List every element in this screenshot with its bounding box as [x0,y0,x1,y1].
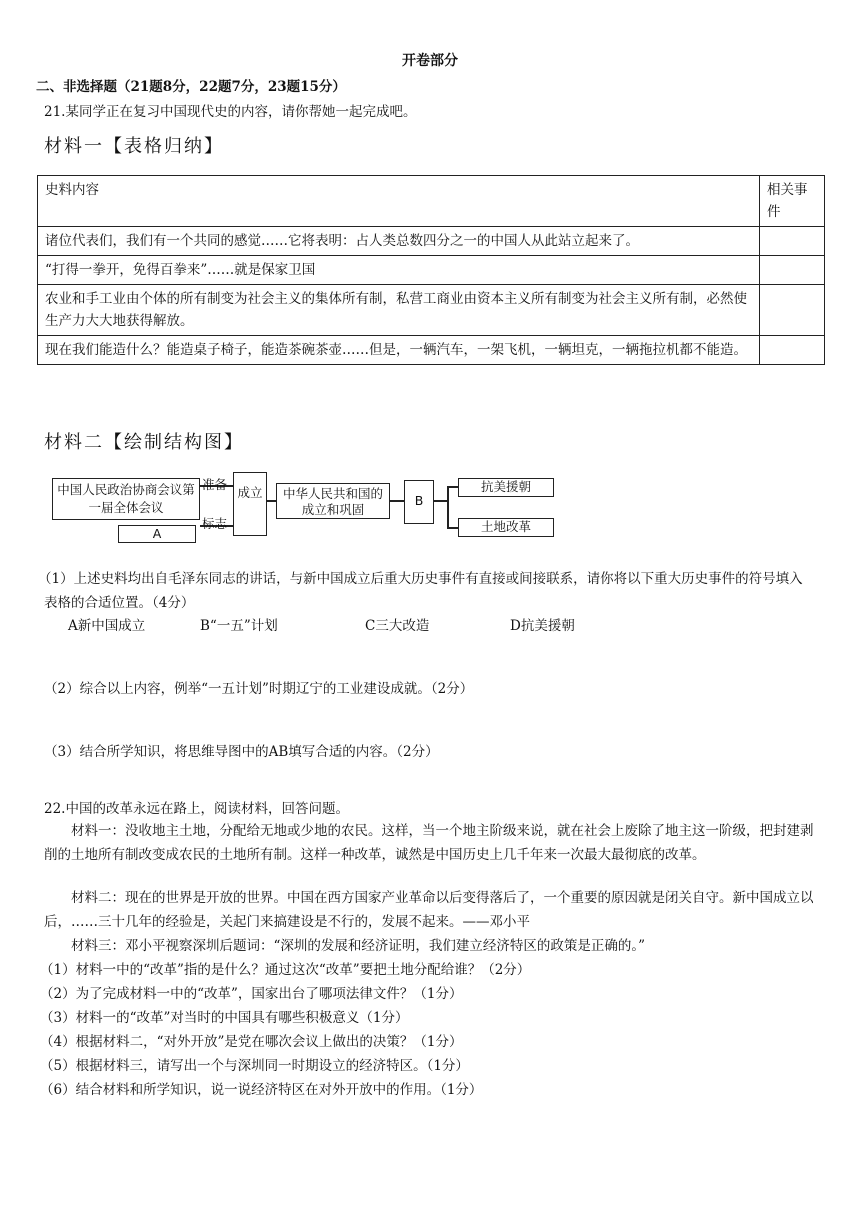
table-row [38,285,825,336]
prepare-label: 准备 [202,477,228,492]
q22-material2: 材料二：现在的世界是开放的世界。中国在西方国家产业革命以后变得落后了，一个重要的原因就是闭关自守。新中国成立以后，……三十几年的经验是，关起门来搞建设是不行的，发展不起来。——邓小平 [44,890,814,930]
table-row [38,336,825,365]
table-header-row [38,176,825,227]
cppcc-box: 中国人民政治协商会议第一届全体会议 [52,478,200,520]
page-title: 开卷部分 [402,53,458,69]
table-cell-event-input[interactable] [760,227,825,256]
material2-heading: 材料二【绘制结构图】 [44,432,244,453]
b-box[interactable]: B [404,480,434,524]
option-d: D抗美援朝 [510,618,575,634]
q22-question-list [40,958,530,1102]
connector-line [434,500,448,502]
q22-question: （4）根据材料二，“对外开放”是党在哪次会议上做出的决策？（1分） [40,1034,463,1050]
a-box[interactable]: A [118,525,196,543]
founding-box: 成立 [233,472,267,536]
q22-intro: 22.中国的改革永远在路上，阅读材料，回答问题。 [44,801,349,817]
q22-material1: 材料一：没收地主土地，分配给无地或少地的农民。这样，当一个地主阶级来说，就在社会上废除了地主这一阶级，把封建剥削的土地所有制改变成农民的土地所有制。这样一种改革，诚然是中国历史上几千年来一次最大最彻底的改革。 [44,823,814,863]
aid-korea-box: 抗美援朝 [458,478,554,497]
prc-box: 中华人民共和国的成立和巩固 [276,483,390,519]
connector-line [390,500,405,502]
table-cell-content: 诸位代表们，我们有一个共同的感觉……它将表明：占人类总数四分之一的中国人从此站立起来了。 [38,227,760,256]
table-cell-content: 农业和手工业由个体的所有制变为社会主义的集体所有制，私营工商业由资本主义所有制变为社会主义所有制，必然使生产力大大地获得解放。 [38,285,760,336]
q22-question: （5）根据材料三，请写出一个与深圳同一时期设立的经济特区。（1分） [40,1058,469,1074]
summary-table [37,175,825,365]
q22-question: （1）材料一中的“改革”指的是什么？通过这次“改革”要把土地分配给谁？（2分） [40,962,531,978]
bracket-line [447,486,449,528]
table-cell-event-input[interactable] [760,256,825,285]
table-row [38,256,825,285]
q21-intro: 21.某同学正在复习中国现代史的内容，请你帮她一起完成吧。 [44,104,417,120]
header-event-cell: 相关事件 [760,176,825,227]
table-cell-content: “打得一拳开，免得百拳来”……就是保家卫国 [38,256,760,285]
option-a: A新中国成立 [68,618,146,634]
option-c: C三大改造 [365,618,430,634]
table-cell-content: 现在我们能造什么？能造桌子椅子，能造茶碗茶壶……但是，一辆汽车，一架飞机，一辆坦克，一辆拖拉机都不能造。 [38,336,760,365]
q22-question: （3）材料一的“改革”对当时的中国具有哪些积极意义（1分） [40,1010,409,1026]
q21-part3: （3）结合所学知识，将思维导图中的AB填写合适的内容。（2分） [44,744,439,760]
table-row [38,227,825,256]
mark-label: 标志 [202,516,228,531]
table-cell-event-input[interactable] [760,285,825,336]
section-header: 二、非选择题（21题8分，22题7分，23题15分） [36,79,346,95]
q22-question: （6）结合材料和所学知识，说一说经济特区在对外开放中的作用。（1分） [40,1082,483,1098]
q22-material3: 材料三：邓小平视察深圳后题词：“深圳的发展和经济证明，我们建立经济特区的政策是正确的。” [71,938,646,954]
q21-part2: （2）综合以上内容，例举“一五计划”时期辽宁的工业建设成就。（2分） [44,681,474,697]
q21-part1: （1）上述史料均出自毛泽东同志的讲话，与新中国成立后重大历史事件有直接或间接联系，请你将以下重大历史事件的符号填入表格的合适位置。（4分） [38,571,803,611]
option-b: B“一五”计划 [200,618,278,634]
q22-question: （2）为了完成材料一中的“改革”，国家出台了哪项法律文件？（1分） [40,986,463,1002]
material1-heading: 材料一【表格归纳】 [44,136,224,157]
land-reform-box: 土地改革 [458,518,554,537]
table-cell-event-input[interactable] [760,336,825,365]
header-content-cell: 史料内容 [38,176,760,227]
